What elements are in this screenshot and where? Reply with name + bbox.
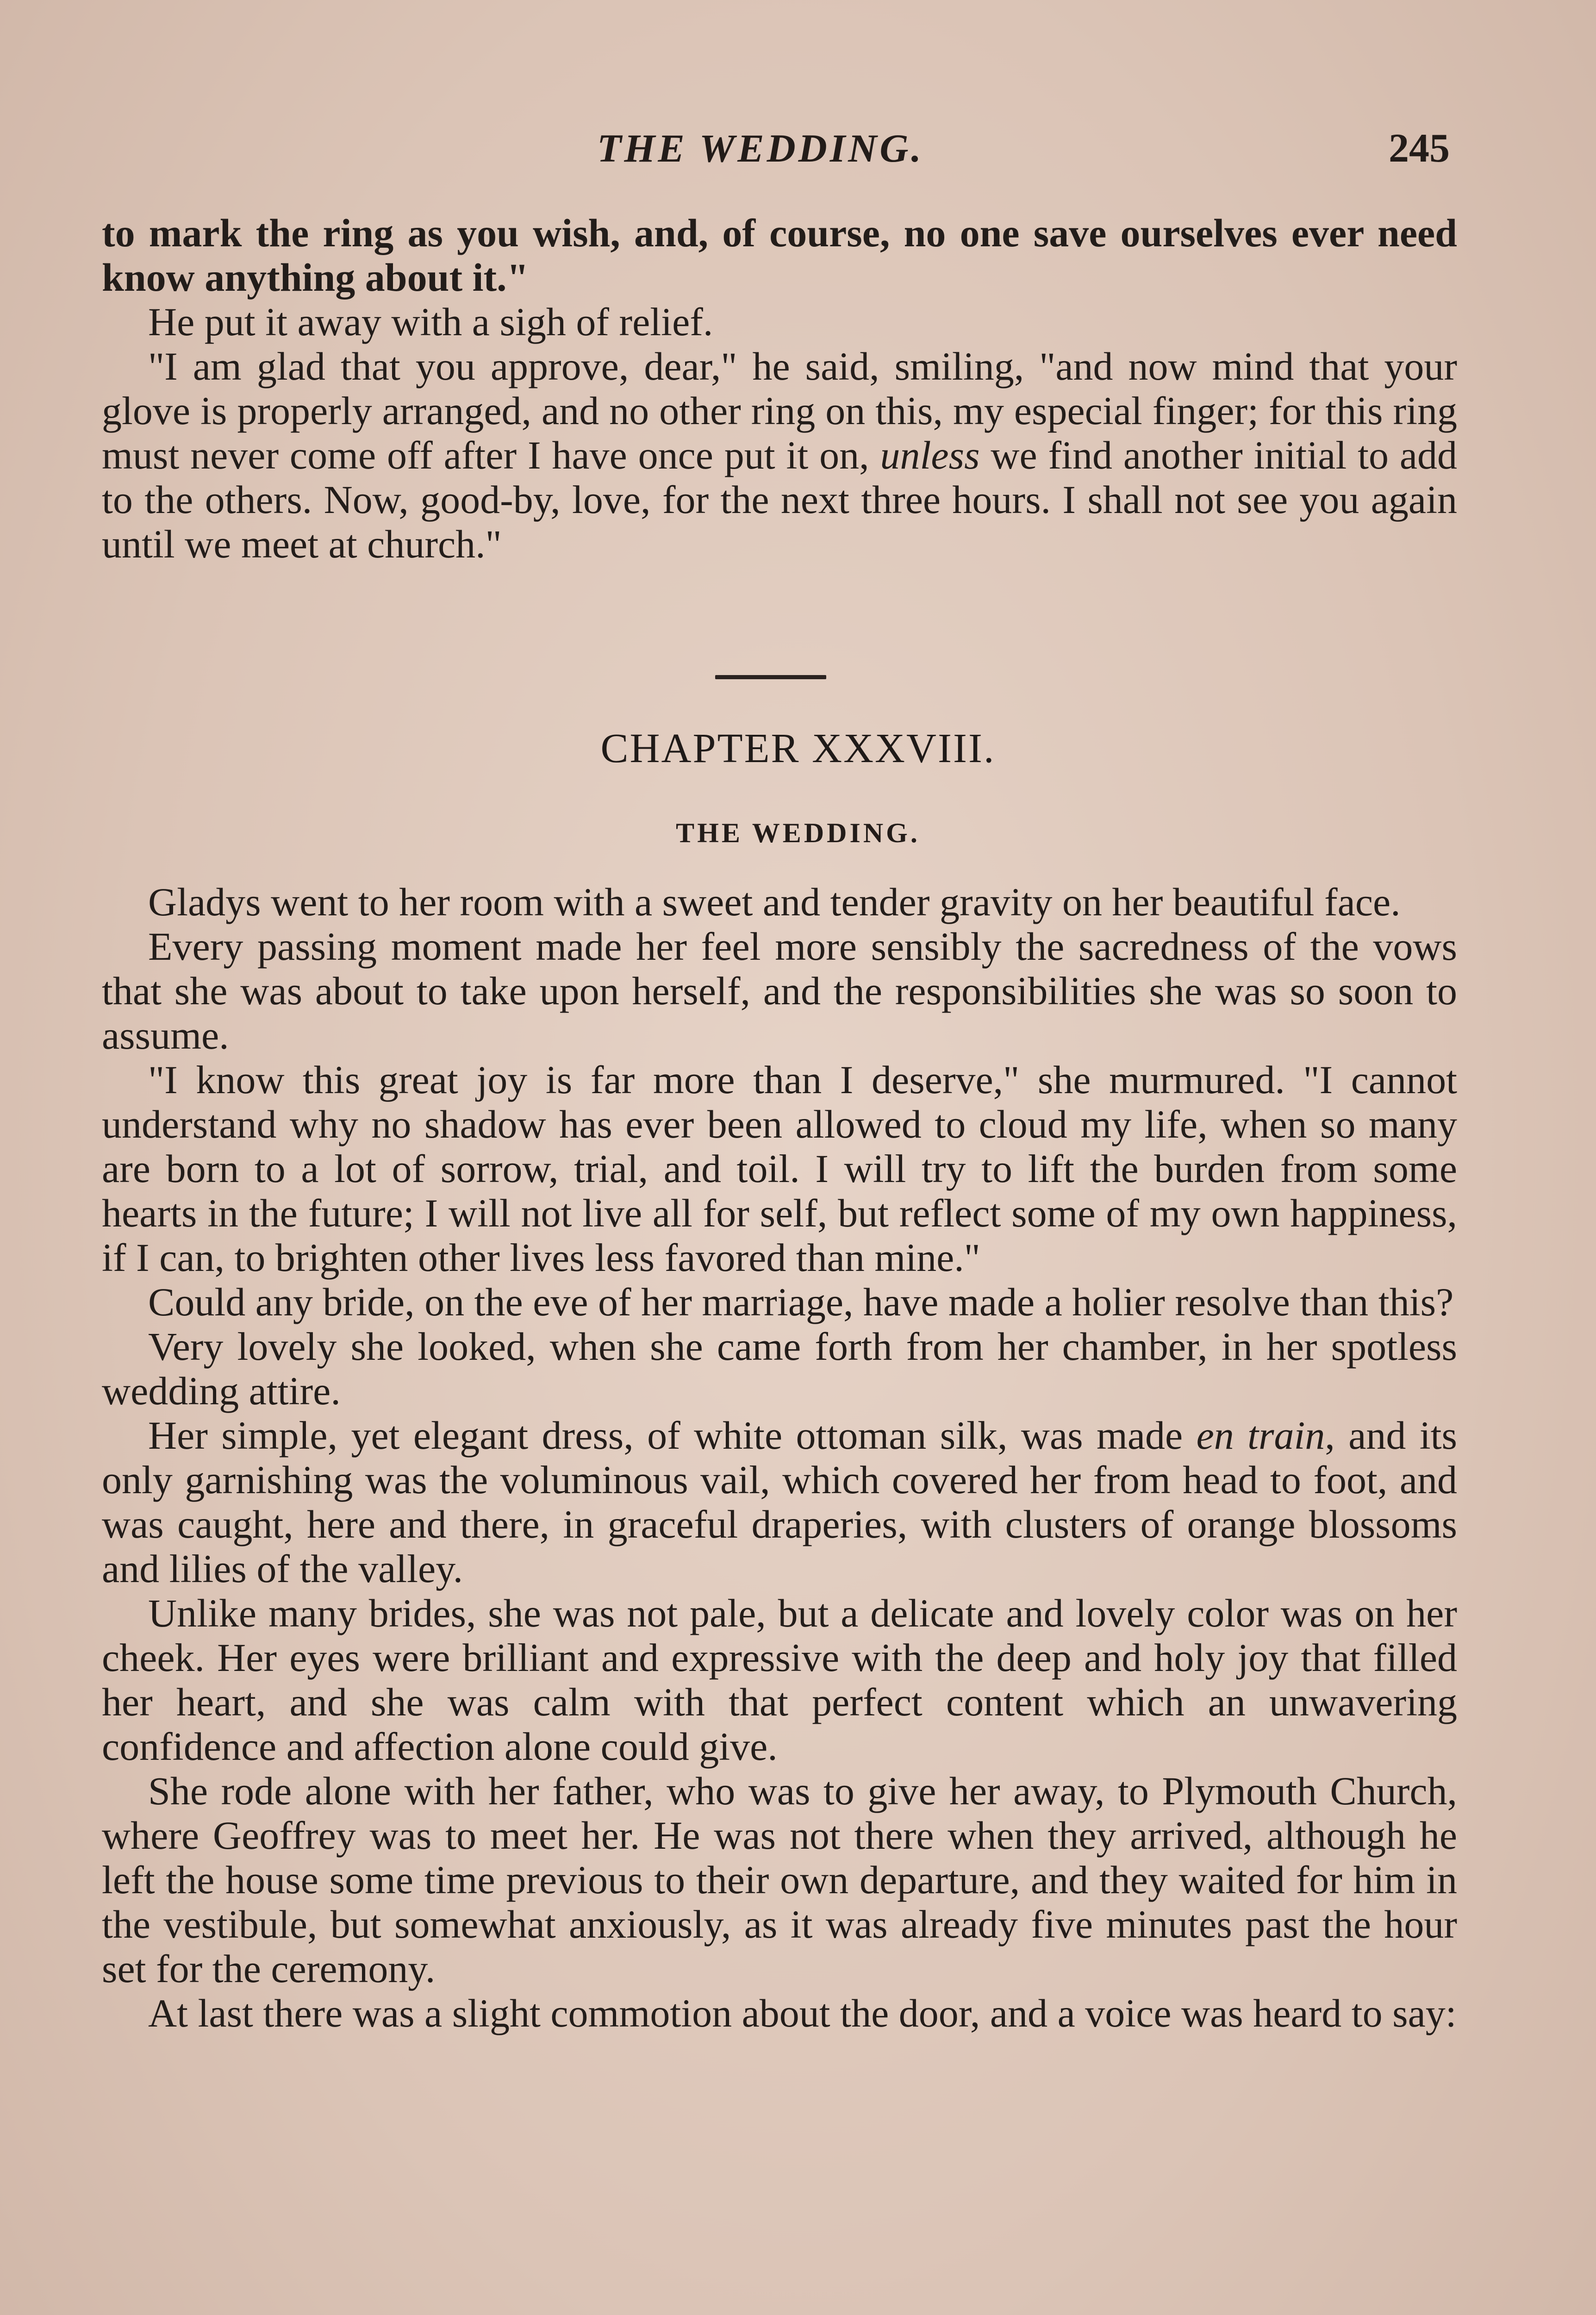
paragraph (102, 1057, 1457, 1280)
text-run: She rode alone with her father, who was to give her away, to Plymouth Church, where Geoffrey was to meet her. He was not there when they arrived, although he left the house some time previous to their own departure, and they waited for him in the vestibule, but somewhat anxiously, as it was already five minutes past the hour set for the ceremony. (102, 1769, 1457, 1991)
paragraph (102, 1413, 1457, 1591)
running-header (0, 125, 1596, 181)
paragraph (102, 1280, 1457, 1324)
text-run: Her simple, yet elegant dress, of white ottoman silk, was made (148, 1413, 1197, 1458)
page-number: 245 (1389, 126, 1450, 171)
paragraph (102, 880, 1457, 924)
chapter-subtitle: THE WEDDING. (676, 818, 920, 848)
top-text-block (102, 211, 1457, 566)
text-run: unless (880, 433, 980, 477)
text-run: Could any bride, on the eve of her marriage, have made a holier resolve than this? (148, 1280, 1454, 1324)
paragraph (102, 1324, 1457, 1413)
paragraph (102, 1991, 1457, 2035)
text-run: we find another initial to add to the others. Now, good-by, love, for the next three hours. I shall not see you again until we meet at church." (102, 433, 1457, 566)
text-run: "I know this great joy is far more than I deserve," she murmured. "I cannot understand why no shadow has ever been allowed to cloud my life, when so many are born to a lot of sorrow, trial, and toil. I will try to lift the burden from some hearts in the future; I will not live all for self, but reflect some of my own happiness, if I can, to brighten other lives less favored than mine." (102, 1057, 1457, 1280)
paragraph (102, 344, 1457, 566)
text-run: en train (1196, 1413, 1325, 1458)
paragraph (102, 211, 1457, 300)
chapter-text-block (102, 880, 1457, 2035)
text-run: At last there was a slight commotion about the door, and a voice was heard to say: (148, 1991, 1457, 2035)
text-run: Gladys went to her room with a sweet and tender gravity on her beautiful face. (148, 880, 1401, 924)
text-run: "I am glad that you approve, dear," he said, smiling, "and now mind that your glove is properly arranged, and no other ring on this, my especial finger; for this ring must never come off after I have once put it on, (102, 344, 1457, 477)
text-run: to mark the ring as you wish, and, of course, no one save ourselves ever need know anything about it." (102, 211, 1457, 300)
paragraph (102, 300, 1457, 344)
paragraph (102, 1769, 1457, 1991)
chapter-divider-rule (715, 675, 826, 679)
text-run: Every passing moment made her feel more sensibly the sacredness of the vows that she was about to take upon herself, and the responsibilities she was so soon to assume. (102, 924, 1457, 1057)
paragraph (102, 924, 1457, 1057)
text-run: , and its only garnishing was the voluminous vail, which covered her from head to foot, and was caught, here and there, in graceful draperies, with clusters of orange blossoms and lilies of the valley. (102, 1413, 1457, 1591)
running-title: THE WEDDING. (597, 126, 924, 170)
text-run: Very lovely she looked, when she came forth from her chamber, in her spotless wedding attire. (102, 1324, 1457, 1413)
chapter-title: CHAPTER XXXVIII. (600, 726, 996, 771)
text-run: Unlike many brides, she was not pale, but a delicate and lovely color was on her cheek. Her eyes were brilliant and expressive with the deep and holy joy that filled her heart, and she was calm with that perfect content which an unwavering confidence and affection alone could give. (102, 1591, 1457, 1769)
paragraph (102, 1591, 1457, 1769)
text-run: He put it away with a sigh of relief. (148, 300, 713, 344)
